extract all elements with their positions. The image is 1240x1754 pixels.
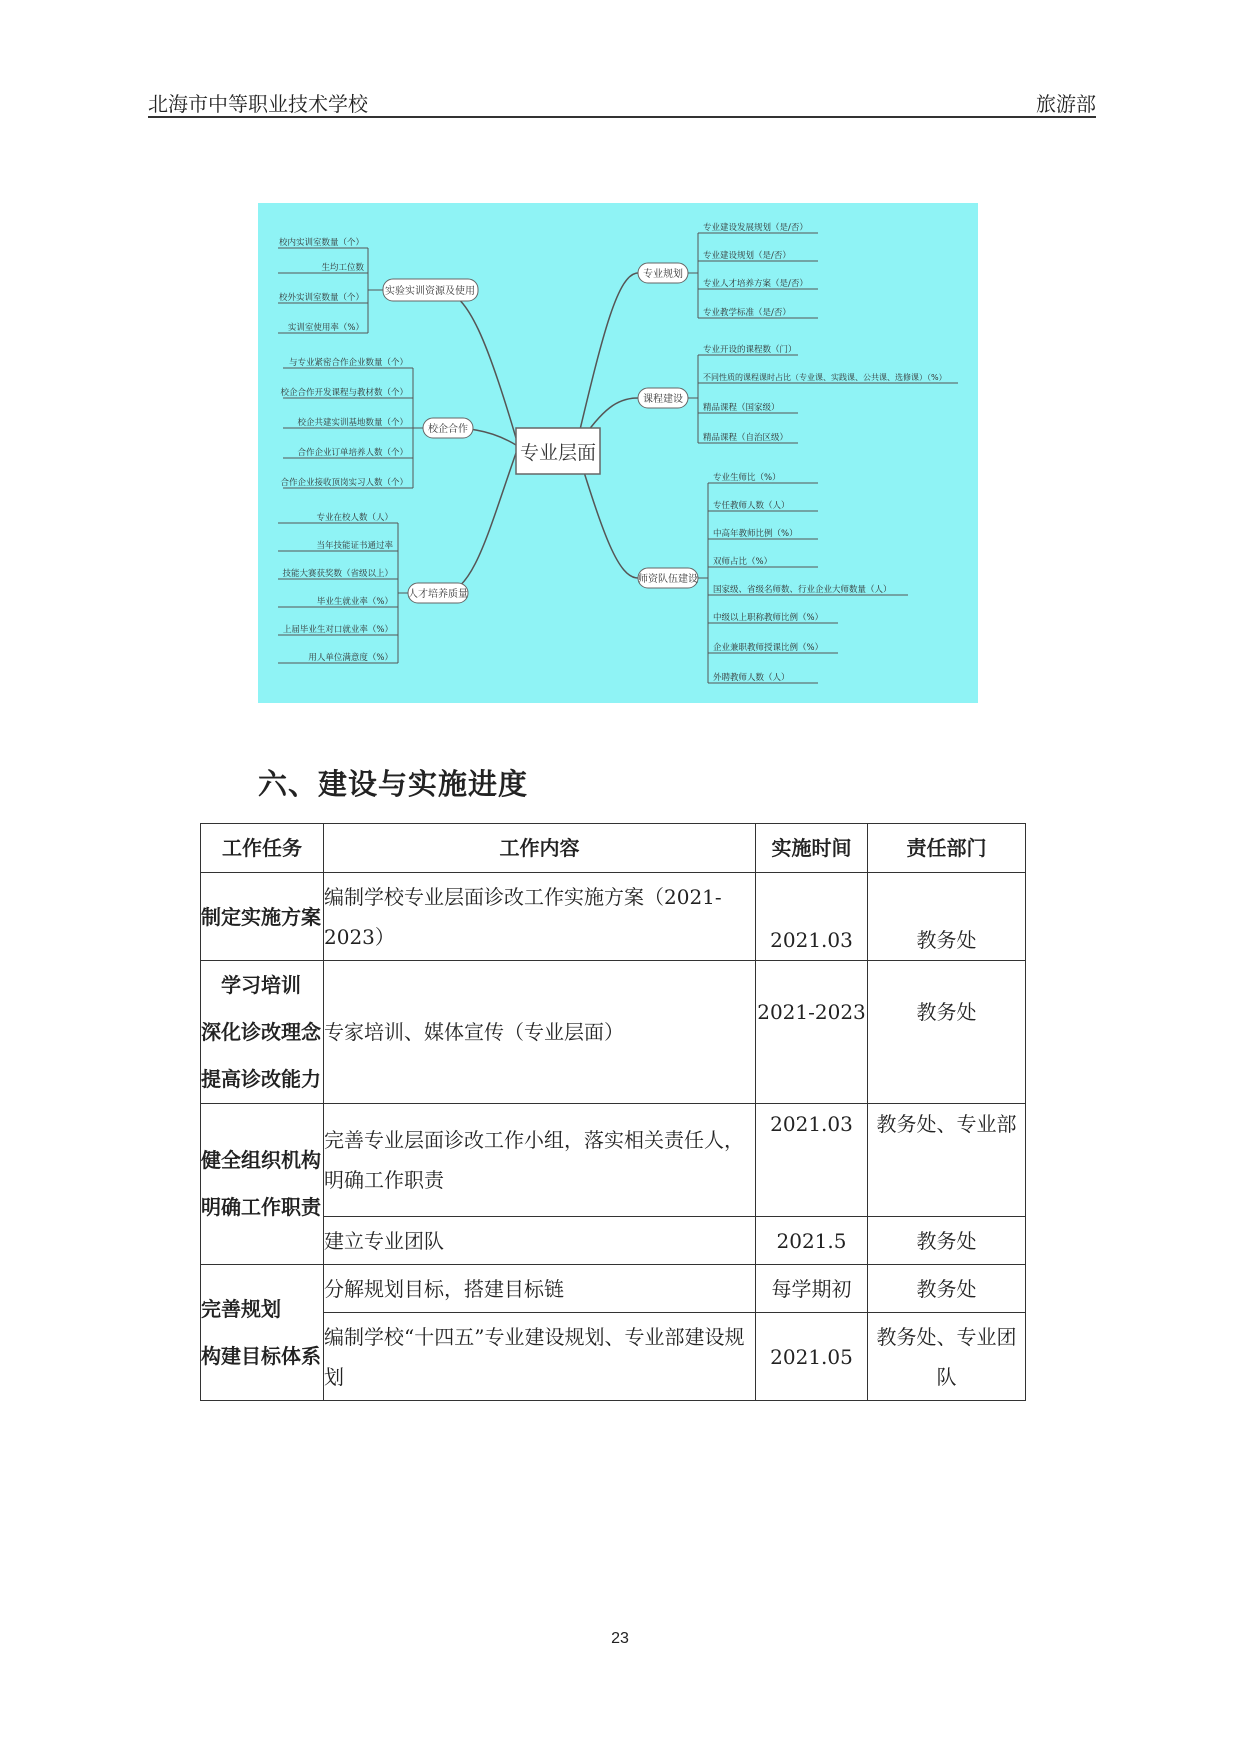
time-cell: 每学期初 xyxy=(756,1265,868,1313)
faculty-leaf: 国家级、省级名师数、行业企业大师数量（人） xyxy=(713,585,892,595)
branch-lab-label: 实验实训资源及使用 xyxy=(385,286,475,297)
time-cell: 2021.05 xyxy=(756,1313,868,1401)
section-title: 六、建设与实施进度 xyxy=(258,767,529,801)
course-leaf: 专业开设的课程数（门） xyxy=(703,345,797,355)
course-leaf: 精品课程（国家级） xyxy=(703,403,780,413)
course-leaf: 不同性质的课程课时占比（专业课、实践课、公共课、选修课）（%） xyxy=(703,373,947,382)
faculty-leaf: 专业生师比（%） xyxy=(713,473,781,483)
coop-leaf: 校企共建实训基地数量（个） xyxy=(297,418,408,428)
task-cell: 完善规划 构建目标体系 xyxy=(201,1265,324,1401)
content-cell: 分解规划目标，搭建目标链 xyxy=(324,1265,756,1313)
content-cell: 编制学校专业层面诊改工作实施方案（2021-2023） xyxy=(324,873,756,961)
time-cell: 2021-2023 xyxy=(756,961,868,1104)
task-cell: 学习培训 深化诊改理念 提高诊改能力 xyxy=(201,961,324,1104)
dept-cell: 教务处 xyxy=(868,1217,1026,1265)
table-row xyxy=(201,961,1026,1104)
header-dept: 责任部门 xyxy=(868,824,1026,873)
plan-leaf: 专业建设规划（是/否） xyxy=(703,251,791,261)
content-cell: 完善专业层面诊改工作小组，落实相关责任人，明确工作职责 xyxy=(324,1104,756,1217)
schedule-table xyxy=(200,823,1026,1401)
branch-course-label: 课程建设 xyxy=(643,394,683,405)
dept-cell: 教务处、专业团队 xyxy=(868,1313,1026,1401)
lab-leaf: 校内实训室数量（个） xyxy=(278,238,364,248)
talent-leaf: 毕业生就业率（%） xyxy=(316,597,393,607)
task-cell: 制定实施方案 xyxy=(201,873,324,961)
lab-leaf: 校外实训室数量（个） xyxy=(278,293,364,303)
time-cell: 2021.03 xyxy=(756,873,868,961)
header-time: 实施时间 xyxy=(756,824,868,873)
plan-leaf: 专业人才培养方案（是/否） xyxy=(703,279,808,289)
time-cell: 2021.5 xyxy=(756,1217,868,1265)
page-number: 23 xyxy=(611,1630,629,1647)
talent-leaf: 上届毕业生对口就业率（%） xyxy=(282,625,393,635)
branch-talent-label: 人才培养质量 xyxy=(408,589,468,600)
content-cell: 编制学校“十四五”专业建设规划、专业部建设规划 xyxy=(324,1313,756,1401)
talent-leaf: 用人单位满意度（%） xyxy=(308,653,393,663)
content-cell: 专家培训、媒体宣传（专业层面） xyxy=(324,961,756,1104)
coop-leaf: 合作企业订单培养人数（个） xyxy=(297,448,408,458)
plan-leaf: 专业建设发展规划（是/否） xyxy=(703,223,808,233)
dept-cell: 教务处 xyxy=(868,961,1026,1104)
header-task: 工作任务 xyxy=(201,824,324,873)
branch-plan-label: 专业规划 xyxy=(643,269,683,280)
header-content: 工作内容 xyxy=(324,824,756,873)
lab-leaf: 实训室使用率（%） xyxy=(287,323,364,333)
talent-leaf: 当年技能证书通过率 xyxy=(316,541,393,551)
school-name: 北海市中等职业技术学校 xyxy=(148,92,368,116)
task-cell: 健全组织机构 明确工作职责 xyxy=(201,1104,324,1265)
faculty-leaf: 中高年教师比例（%） xyxy=(713,529,798,539)
dept-cell: 教务处 xyxy=(868,873,1026,961)
plan-leaf: 专业教学标准（是/否） xyxy=(703,308,791,318)
talent-leaf: 技能大赛获奖数（省级以上） xyxy=(282,569,393,579)
coop-leaf: 与专业紧密合作企业数量（个） xyxy=(288,358,408,368)
table-row xyxy=(201,1265,1026,1313)
department-name: 旅游部 xyxy=(1036,92,1096,116)
branch-coop-label: 校企合作 xyxy=(428,424,468,435)
content-cell: 建立专业团队 xyxy=(324,1217,756,1265)
dept-cell: 教务处 xyxy=(868,1265,1026,1313)
table-row xyxy=(201,1104,1026,1217)
faculty-leaf: 外聘教师人数（人） xyxy=(713,673,790,683)
faculty-leaf: 企业兼职教师授课比例（%） xyxy=(713,643,824,653)
page-header xyxy=(148,86,1096,118)
lab-leaf: 生均工位数 xyxy=(321,263,364,273)
mindmap-center: 专业层面 xyxy=(519,442,597,464)
course-leaf: 精品课程（自治区级） xyxy=(703,433,789,443)
faculty-leaf: 双师占比（%） xyxy=(713,557,773,567)
table-row xyxy=(201,873,1026,961)
coop-leaf: 校企合作开发课程与教材数（个） xyxy=(280,388,408,398)
branch-faculty-label: 师资队伍建设 xyxy=(638,574,698,585)
coop-leaf: 合作企业接收顶岗实习人数（个） xyxy=(280,478,408,488)
table-row xyxy=(201,1313,1026,1401)
faculty-leaf: 专任教师人数（人） xyxy=(713,501,790,511)
dept-cell: 教务处、专业部 xyxy=(868,1104,1026,1217)
table-header-row xyxy=(201,824,1026,873)
faculty-leaf: 中级以上职称教师比例（%） xyxy=(713,613,824,623)
time-cell: 2021.03 xyxy=(756,1104,868,1217)
talent-leaf: 专业在校人数（人） xyxy=(316,513,393,523)
mindmap-figure xyxy=(258,203,978,703)
table-row xyxy=(201,1217,1026,1265)
